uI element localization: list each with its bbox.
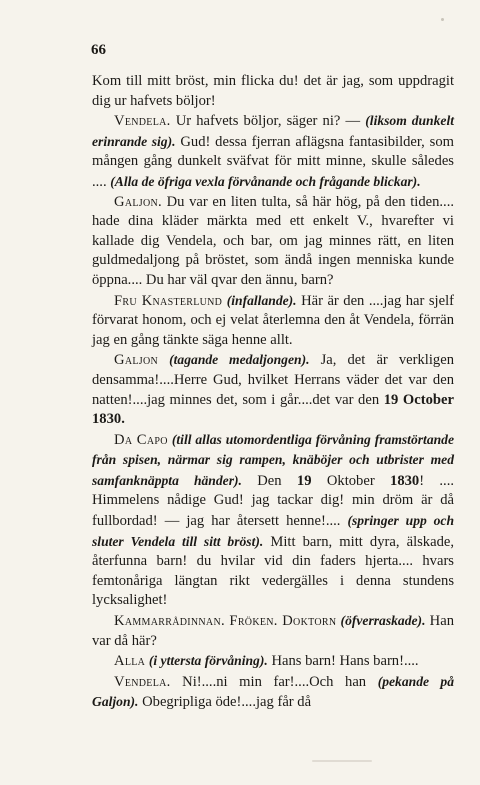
line-text: Kom till mitt bröst, min flicka du! det är jag, som uppdragit dig ur hafvets böljor! [92,73,454,109]
paragraph-alla [92,651,454,672]
speech-text: Gud! dessa fjerran aflägsna fantasibilder, som mången gång dunkelt sväfvat för mitt minne, skulle således .... [92,133,454,190]
speaker-name: Da Capo [114,431,168,448]
paper-speck [441,18,444,21]
paragraph-group [92,611,454,651]
speech-text: ! .... Himmelens nådige Gud! jag tackar dig! min dröm är då fullbordad! — jag har återsett henne!.... [92,472,454,530]
speech-text: Mitt barn, mitt dyra, älskade, återfunna barn! du hvilar vid din faders hjerta.... hvars femtonåriga längtan rikt vedergälles i denna stundens lycksalighet! [92,533,454,609]
paragraph-galjon-2 [92,350,454,429]
speaker-name: Galjon [114,352,159,369]
paragraph-vendela-2 [92,672,454,713]
stage-direction: (liksom dunkelt erinrande sig). [92,113,454,149]
stage-direction: (öfverraskade). [340,613,426,629]
stage-direction: (till allas utomordentliga förvåning framstörtande från spisen, närmar sig rampen, knäböjer och utbrister med samfanknäppta händer). [92,431,455,488]
speaker-name: Fru Knasterlund [114,292,223,309]
stage-direction: (i yttersta förvåning). [148,653,268,669]
paper-speck [312,760,372,762]
page-number: 66 [91,42,106,58]
speaker-name: Vendela. [114,673,171,690]
speech-text: Hans barn! Hans barn!.... [267,653,419,670]
stage-direction: (springer upp och sluter Vendela till sitt bröst). [92,513,454,549]
speech-text: Obegripliga öde!....jag får då [138,694,312,711]
paragraph-vendela-1 [92,111,454,192]
speech-text: Han var då här? [92,613,454,649]
speech-text: Du var en liten tulta, så här hög, på den tiden.... hade dina kläder märkta med ett enkelt V., hvarefter vi kallade dig Vendela, och bar, om jag minnes rätt, en liten guldmedaljong på bröstet, som ändå ingen menniska kunde öppna.... Du har väl qvar den ännu, barn? [92,193,454,288]
speech-text: Ni!....ni min far!....Och han [170,673,378,690]
speaker-name: Alla [114,653,146,670]
speech-text: Den [241,472,297,489]
speaker-name: Vendela. [114,113,171,130]
paragraph-galjon-1 [92,193,454,291]
paragraph-da-capo [92,430,454,611]
stage-direction: (tagande medaljongen). [169,352,310,368]
spacer-text [158,352,169,368]
paragraph-1 [92,72,454,111]
paragraph-knasterlund [92,291,454,351]
speaker-name: Galjon. [114,193,162,210]
speech-text: Ja, det är verkligen densamma!....Herre Gud, hvilket Herrans väder det var den natten!....jag minnes det, som i går....det var den [92,352,454,408]
stage-direction: (infallande). [226,292,297,308]
play-text [92,72,454,713]
date-text: 1830 [390,472,420,489]
stage-direction: (Alla de öfriga vexla förvånande och frågande blickar). [110,173,421,189]
date-text: 19 [296,472,312,489]
speech-text: Ur hafvets böljor, säger ni? — [170,113,366,130]
speaker-name: Kammarrådinnan. Fröken. Doktorn [114,613,337,630]
speech-text: Här är den ....jag har sjelf förvarat honom, och ej velat återlemna den åt Vendela, förrän jag en gång tänkte säga henne allt. [92,292,454,348]
speech-text: Oktober [311,472,391,489]
date-text: 19 October 1830. [92,391,454,428]
stage-direction: (pekande på Galjon). [92,673,454,710]
